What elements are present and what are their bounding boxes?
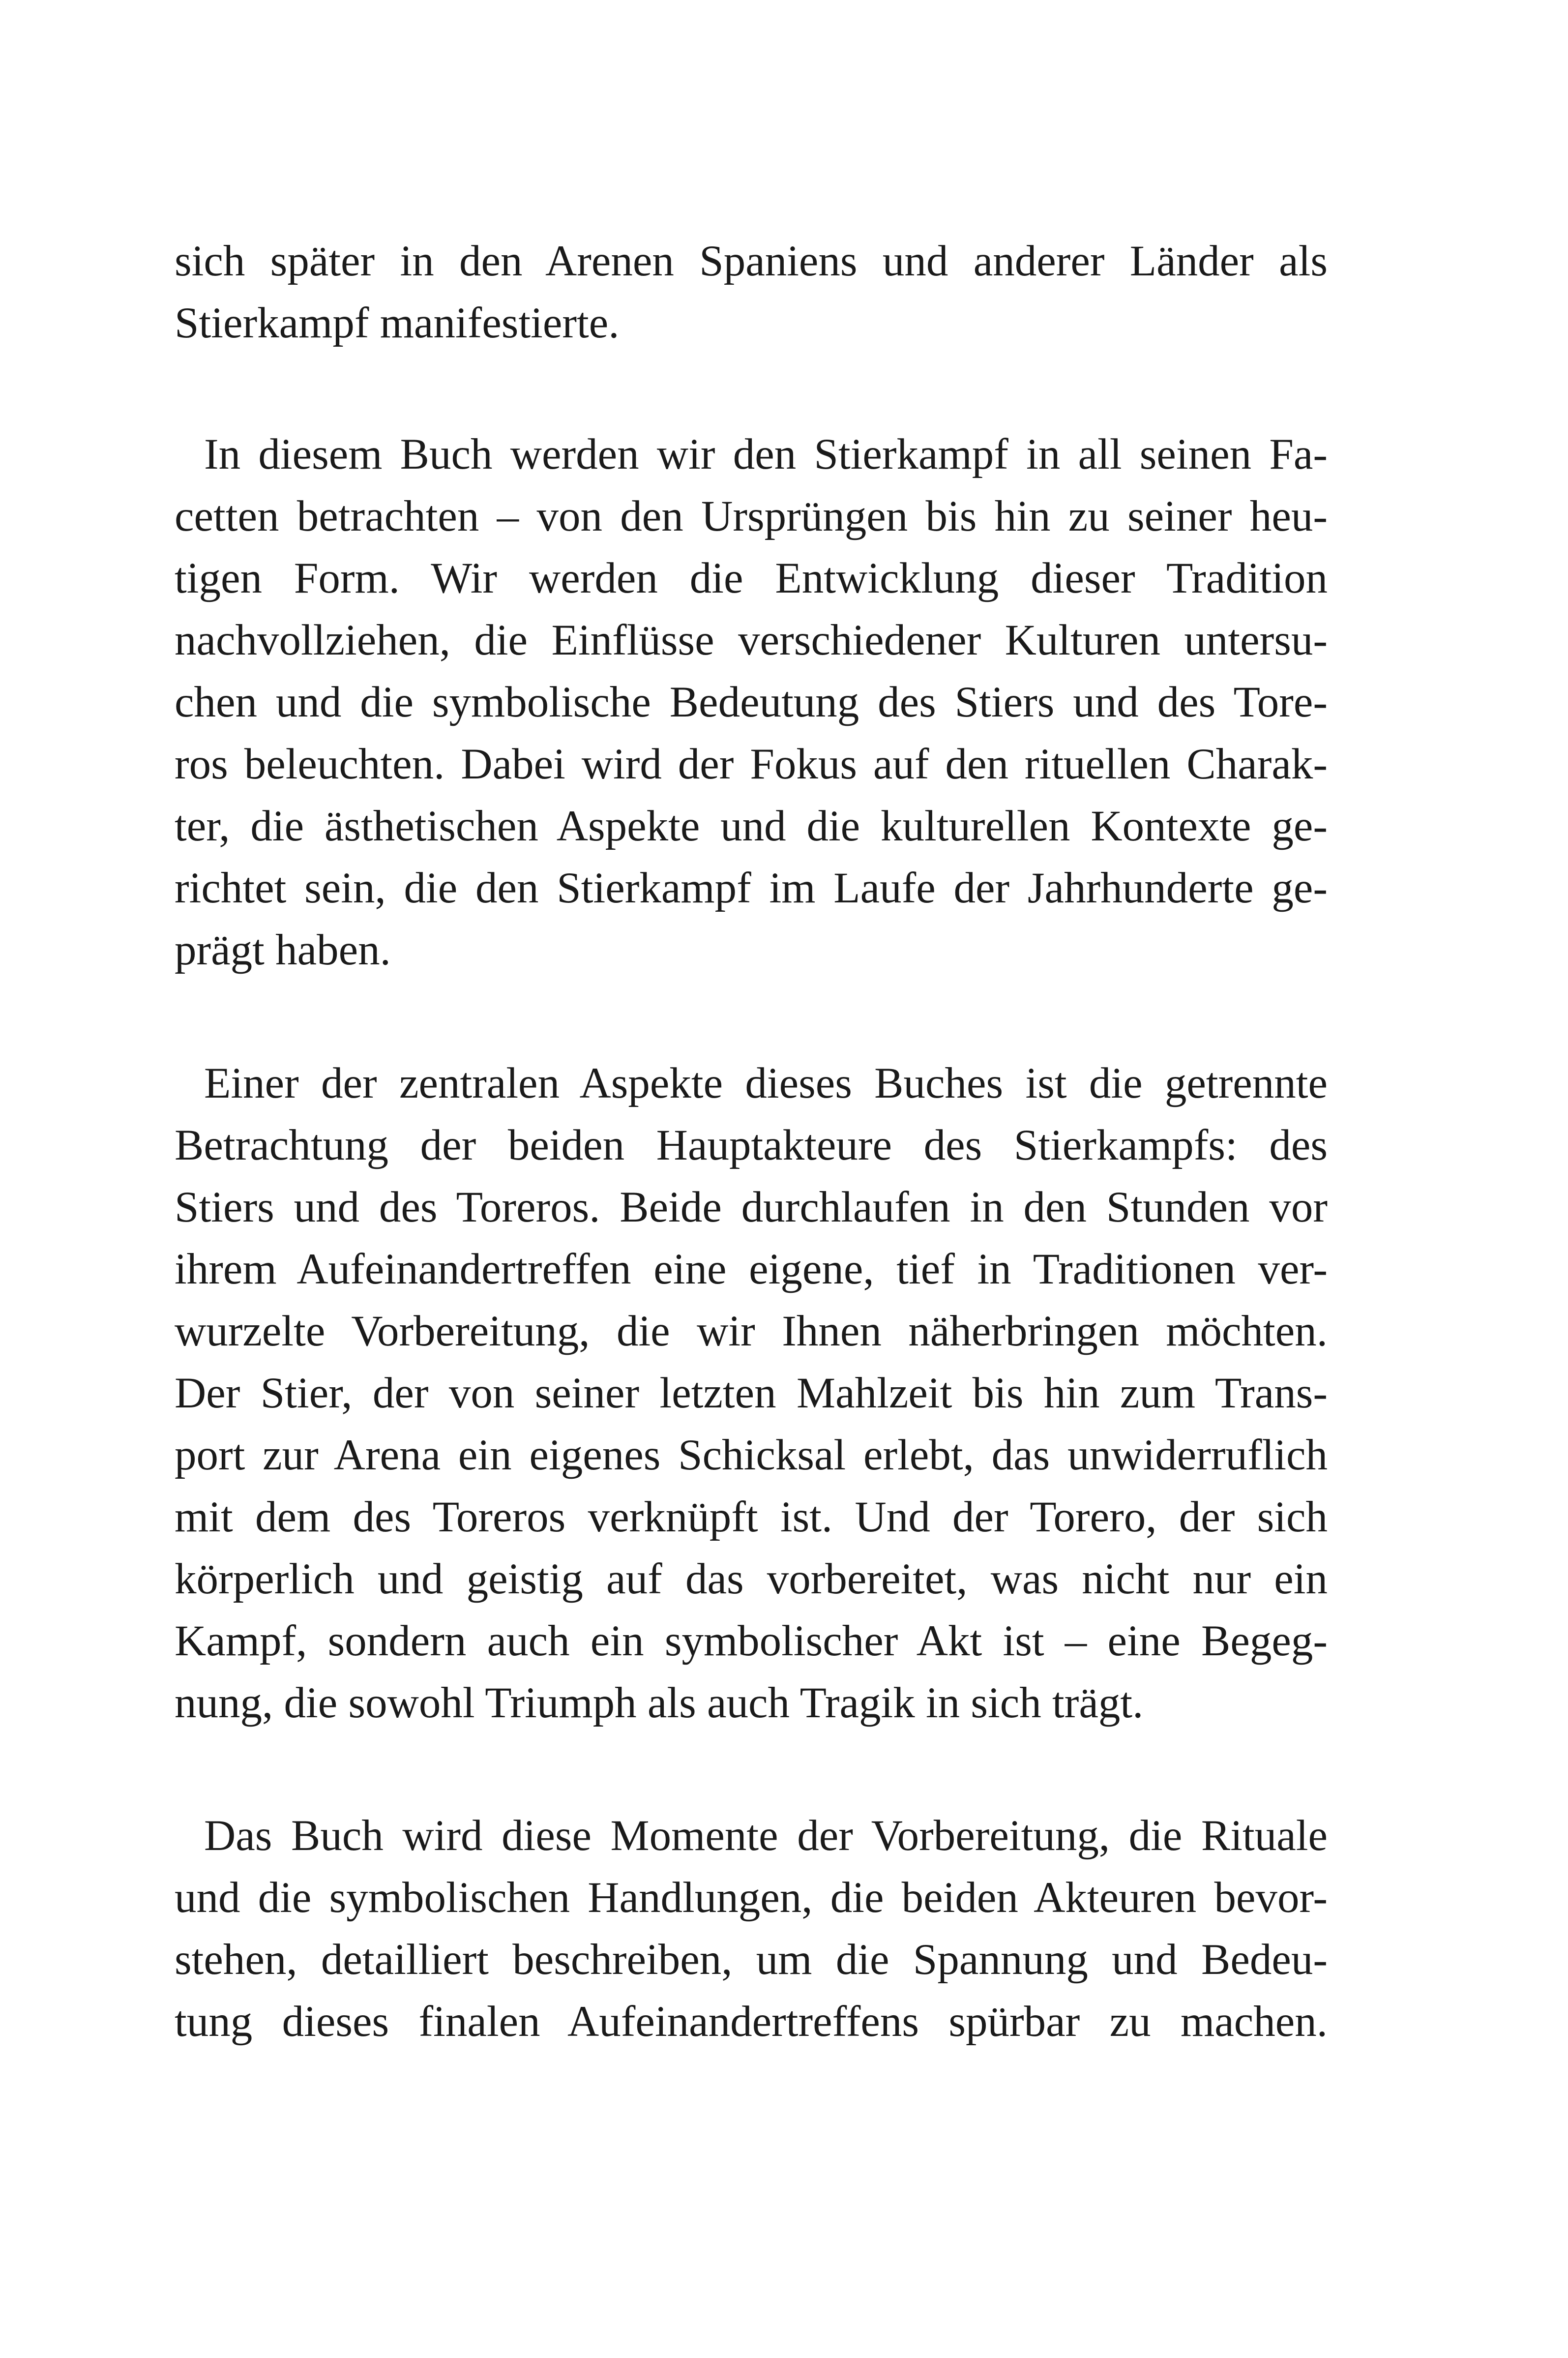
text-line: und die symbolischen Handlungen, die beiden Akteuren bevor- [175, 1874, 1328, 1922]
paragraph-1 [175, 230, 1328, 354]
text-line: ihrem Aufeinandertreffen eine eigene, tief in Traditionen ver- [175, 1245, 1328, 1293]
text-line: tigen Form. Wir werden die Entwicklung dieser Tradition [175, 554, 1328, 602]
paragraph-4 [175, 1805, 1328, 2053]
text-line: Der Stier, der von seiner letzten Mahlzeit bis hin zum Trans- [175, 1369, 1328, 1417]
text-line: ros beleuchten. Dabei wird der Fokus auf den rituellen Charak- [175, 740, 1328, 788]
text-line: Einer der zentralen Aspekte dieses Buches ist die getrennte [204, 1059, 1328, 1107]
text-line: Betrachtung der beiden Hauptakteure des Stierkampfs: des [175, 1121, 1328, 1169]
text-line: nung, die sowohl Triumph als auch Tragik in sich trägt. [175, 1679, 1144, 1727]
text-line: chen und die symbolische Bedeutung des Stiers und des Tore- [175, 678, 1328, 726]
text-line: tung dieses finalen Aufeinandertreffens spürbar zu machen. [175, 1998, 1328, 2046]
text-line: Das Buch wird diese Momente der Vorbereitung, die Rituale [204, 1812, 1328, 1860]
text-line: nachvollziehen, die Einflüsse verschiedener Kulturen untersu- [175, 616, 1328, 664]
text-line: Kampf, sondern auch ein symbolischer Akt ist – eine Begeg- [175, 1617, 1328, 1665]
text-line: sich später in den Arenen Spaniens und anderer Länder als [175, 237, 1328, 285]
text-line: prägt haben. [175, 926, 391, 974]
paragraph-2 [175, 423, 1328, 981]
text-line: cetten betrachten – von den Ursprüngen bis hin zu seiner heu- [175, 492, 1328, 540]
text-line: Stierkampf manifestierte. [175, 299, 620, 347]
text-line: richtet sein, die den Stierkampf im Laufe der Jahrhunderte ge- [175, 864, 1328, 912]
paragraph-3 [175, 1052, 1328, 1734]
text-line: körperlich und geistig auf das vorbereitet, was nicht nur ein [175, 1555, 1328, 1603]
text-line: In diesem Buch werden wir den Stierkampf in all seinen Fa- [204, 430, 1328, 478]
text-line: ter, die ästhetischen Aspekte und die kulturellen Kontexte ge- [175, 802, 1328, 850]
text-line: mit dem des Toreros verknüpft ist. Und der Torero, der sich [175, 1493, 1328, 1541]
text-line: Stiers und des Toreros. Beide durchlaufen in den Stunden vor [175, 1183, 1328, 1231]
text-line: port zur Arena ein eigenes Schicksal erlebt, das unwiderruflich [175, 1431, 1328, 1479]
text-line: wurzelte Vorbereitung, die wir Ihnen näherbringen möchten. [175, 1307, 1328, 1355]
text-line: stehen, detailliert beschreiben, um die Spannung und Bedeu- [175, 1936, 1328, 1984]
